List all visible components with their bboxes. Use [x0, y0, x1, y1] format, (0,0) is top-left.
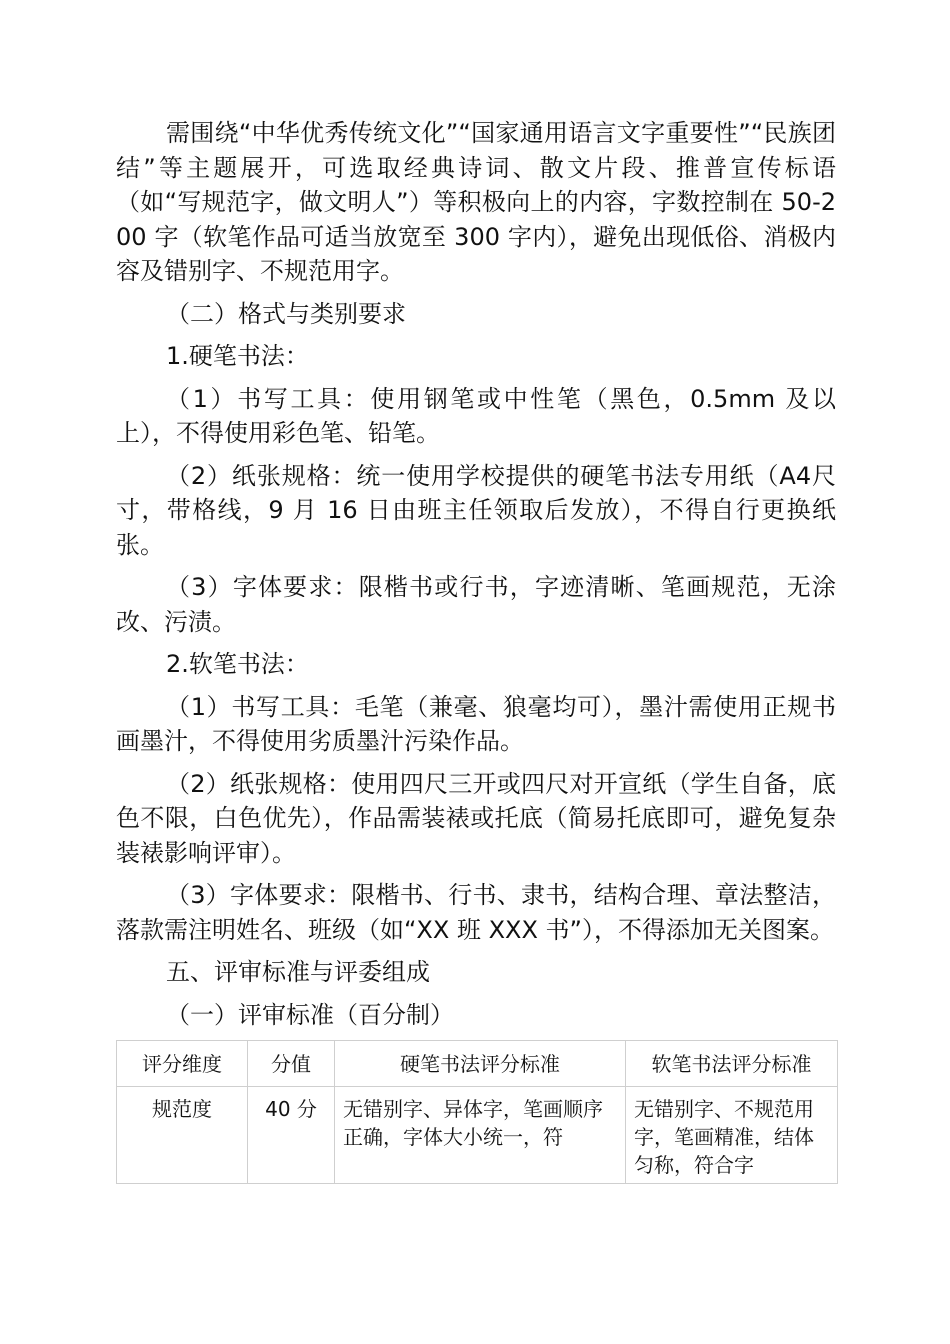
hard-criteria-text: 无错别字、异体字，笔画顺序正确，字体大小统一，符 [343, 1097, 603, 1149]
table-header-cell: 软笔书法评分标准 [626, 1041, 838, 1087]
hard-pen-font: （3）字体要求：限楷书或行书，字迹清晰、笔画规范，无涂改、污渍。 [116, 573, 836, 636]
table-header-cell: 评分维度 [117, 1041, 248, 1087]
table-header-cell: 分值 [248, 1041, 335, 1087]
table-header-cell: 硬笔书法评分标准 [335, 1041, 626, 1087]
soft-brush-font: （3）字体要求：限楷书、行书、隶书，结构合理、章法整洁，落款需注明姓名、班级（如“XX 班 XXX 书”），不得添加无关图案。 [116, 881, 836, 944]
table-header-row [117, 1041, 838, 1087]
hard-pen-paper: （2）纸张规格：统一使用学校提供的硬笔书法专用纸（A4尺寸，带格线，9 月 16 日由班主任领取后发放），不得自行更换纸张。 [116, 461, 836, 559]
table-cell-hard-criteria [335, 1087, 626, 1184]
table-cell-soft-criteria [626, 1087, 838, 1184]
section-heading-format: （二）格式与类别要求 [166, 299, 406, 328]
document-body [116, 116, 836, 1184]
table-cell-score: 40 分 [248, 1087, 335, 1184]
soft-brush-tools: （1）书写工具：毛笔（兼毫、狼毫均可），墨汁需使用正规书画墨汁，不得使用劣质墨汁污染作品。 [116, 692, 836, 755]
section-heading-criteria: （一）评审标准（百分制） [166, 1000, 454, 1029]
hard-pen-tools: （1）书写工具：使用钢笔或中性笔（黑色，0.5mm 及以上），不得使用彩色笔、铅笔。 [116, 384, 836, 447]
subheading-hard-pen: 1.硬笔书法： [166, 342, 309, 370]
table-row [117, 1087, 838, 1184]
subheading-soft-brush: 2.软笔书法： [166, 650, 309, 678]
soft-criteria-text: 无错别字、不规范用字，笔画精准，结体匀称，符合字 [634, 1097, 814, 1177]
table-cell-dimension: 规范度 [117, 1087, 248, 1184]
theme-paragraph: 需围绕“中华优秀传统文化”“国家通用语言文字重要性”“民族团结”等主题展开，可选取经典诗词、散文片段、推普宣传标语（如“写规范字，做文明人”）等积极向上的内容，字数控制在 50-200 字（软笔作品可适当放宽至 300 字内），避免出现低俗、消极内容及错别字、不规范用字。 [116, 119, 836, 285]
criteria-table [116, 1040, 838, 1184]
section-heading-five: 五、评审标准与评委组成 [166, 958, 430, 986]
soft-brush-paper: （2）纸张规格：使用四尺三开或四尺对开宣纸（学生自备，底色不限，白色优先），作品需装裱或托底（简易托底即可，避免复杂装裱影响评审）。 [116, 769, 836, 867]
